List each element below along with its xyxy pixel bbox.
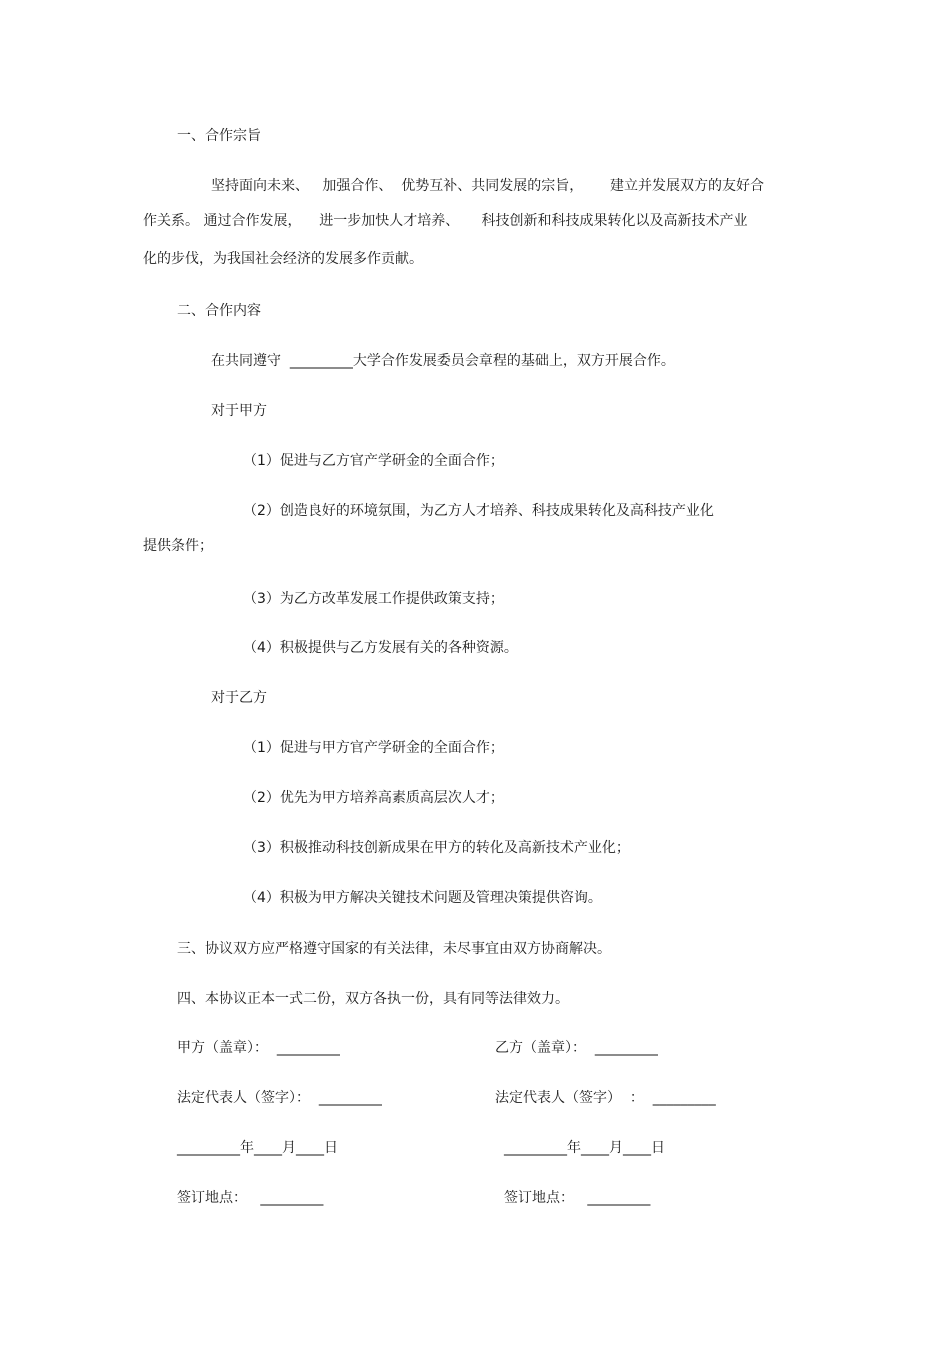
section2-intro: 在共同遵守 _________大学合作发展委员会章程的基础上，双方开展合作。 xyxy=(211,353,675,369)
section2-heading: 二、合作内容 xyxy=(177,303,261,319)
party-b-item-3: （3）积极推动科技创新成果在甲方的转化及高新技术产业化； xyxy=(243,840,630,856)
party-b-item-1: （1）促进与甲方官产学研金的全面合作； xyxy=(243,740,504,756)
party-b-place-line: 签订地点： _________ xyxy=(504,1190,651,1206)
section1-heading: 一、合作宗旨 xyxy=(177,128,261,144)
section4-text: 四、本协议正本一式二份，双方各执一份，具有同等法律效力。 xyxy=(177,991,569,1007)
party-a-seal-line: 甲方（盖章）： _________ xyxy=(177,1040,340,1056)
party-b-item-2: （2）优先为甲方培养高素质高层次人才； xyxy=(243,790,504,806)
party-a-item-3: （3）为乙方改革发展工作提供政策支持； xyxy=(243,591,504,607)
section1-line3: 化的步伐，为我国社会经济的发展多作贡献。 xyxy=(143,251,423,267)
section1-line1: 坚持面向未来、 加强合作、 优势互补、共同发展的宗旨， 建立并发展双方的友好合 xyxy=(211,178,764,194)
party-b-seal-line: 乙方（盖章）： _________ xyxy=(495,1040,658,1056)
party-a-place-line: 签订地点： _________ xyxy=(177,1190,324,1206)
party-a-item-2-cont: 提供条件； xyxy=(143,538,213,554)
party-b-date-line: _________年____月____日 xyxy=(504,1140,665,1156)
section3-text: 三、协议双方应严格遵守国家的有关法律，未尽事宜由双方协商解决。 xyxy=(177,941,611,957)
party-a-date-line: _________年____月____日 xyxy=(177,1140,338,1156)
party-a-item-1: （1）促进与乙方官产学研金的全面合作； xyxy=(243,453,504,469)
party-b-title: 对于乙方 xyxy=(211,690,267,706)
section1-line2: 作关系。 通过合作发展， 进一步加快人才培养、 科技创新和科技成果转化以及高新技术产业 xyxy=(143,213,748,229)
party-a-item-4: （4）积极提供与乙方发展有关的各种资源。 xyxy=(243,640,518,656)
party-b-representative-line: 法定代表人（签字） ： _________ xyxy=(495,1090,716,1106)
party-a-item-2: （2）创造良好的环境氛围，为乙方人才培养、科技成果转化及高科技产业化 xyxy=(243,503,714,519)
party-b-item-4: （4）积极为甲方解决关键技术问题及管理决策提供咨询。 xyxy=(243,890,602,906)
party-a-title: 对于甲方 xyxy=(211,403,267,419)
party-a-representative-line: 法定代表人（签字）： _________ xyxy=(177,1090,382,1106)
